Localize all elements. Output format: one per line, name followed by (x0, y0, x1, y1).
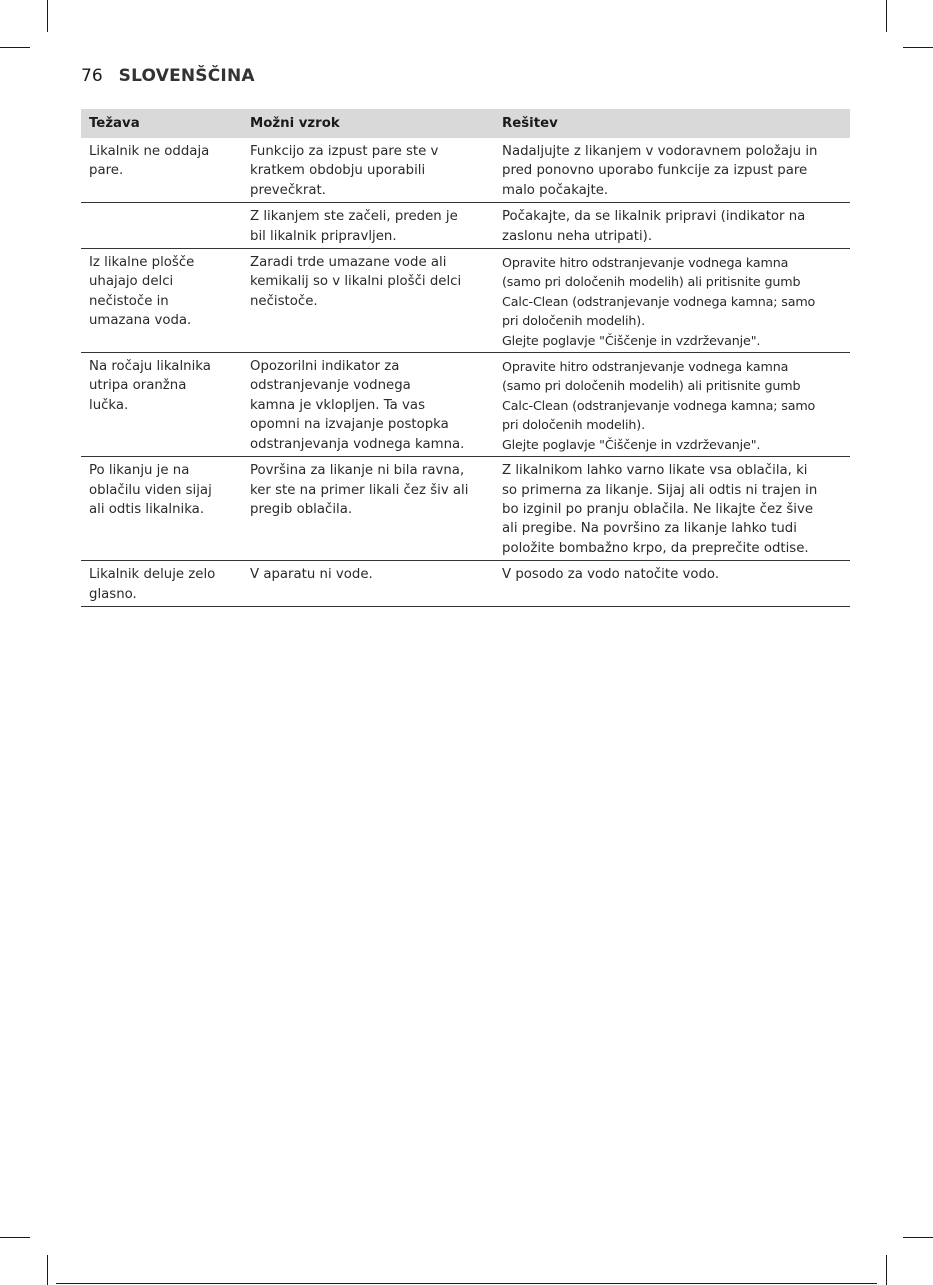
cell-cause (242, 249, 494, 353)
cell-line: Opravite hitro odstranjevanje vodnega kamna (502, 359, 789, 375)
cell-line: zaslonu neha utripati). (502, 228, 653, 244)
crop-mark (0, 47, 30, 48)
crop-mark (47, 0, 48, 32)
cell-problem (81, 353, 242, 457)
cell-line: V aparatu ni vode. (250, 567, 373, 583)
crop-mark (903, 1237, 933, 1238)
cell-problem (81, 138, 242, 203)
cell-line: Z likanjem ste začeli, preden je (250, 209, 458, 225)
page-number: 76 (81, 66, 103, 86)
cell-solution (494, 457, 850, 561)
cell-line: Na ročaju likalnika (89, 359, 211, 375)
cell-line: malo počakajte. (502, 182, 609, 198)
cell-line: Funkcijo za izpust pare ste v (250, 144, 439, 159)
cell-line: Z likalnikom lahko varno likate vsa oblačila, ki (502, 463, 808, 479)
cell-solution (494, 249, 850, 353)
cell-line: utripa oranžna (89, 378, 187, 394)
cell-cause (242, 203, 494, 249)
cell-line: pregib oblačila. (250, 501, 353, 517)
section-title: SLOVENŠČINA (118, 66, 255, 86)
cell-solution (494, 203, 850, 249)
cell-line: pri določenih modelih). (502, 313, 645, 329)
cell-line: kamna je vklopljen. Ta vas (250, 397, 426, 413)
cell-cause (242, 138, 494, 203)
troubleshooting-table (81, 109, 850, 607)
cell-line: prevečkrat. (250, 182, 326, 198)
cell-line: kemikalij so v likalni plošči delci (250, 274, 462, 290)
cell-line: umazana voda. (89, 313, 192, 329)
cell-line: ker ste na primer likali čez šiv ali (250, 482, 469, 498)
cell-line: pare. (89, 163, 124, 179)
cell-line: ali pregibe. Na površino za likanje lahko tudi (502, 521, 797, 537)
cell-line: kratkem obdobju uporabili (250, 163, 426, 179)
table-row (81, 203, 850, 249)
cell-problem (81, 561, 242, 607)
cell-line: Calc-Clean (odstranjevanje vodnega kamna; samo (502, 397, 816, 413)
cell-solution (494, 353, 850, 457)
cell-line: glasno. (89, 586, 137, 602)
cell-line: nečistoče. (250, 293, 318, 309)
cell-line: Glejte poglavje "Čiščenje in vzdrževanje". (502, 332, 761, 348)
cell-line: Calc-Clean (odstranjevanje vodnega kamna; samo (502, 293, 816, 309)
cell-problem (81, 249, 242, 353)
cell-cause (242, 353, 494, 457)
cell-solution (494, 138, 850, 203)
cell-cause (242, 457, 494, 561)
crop-mark (886, 0, 887, 32)
cell-line: V posodo za vodo natočite vodo. (502, 567, 720, 583)
cell-line: Likalnik ne oddaja (89, 144, 210, 159)
cell-line: Nadaljujte z likanjem v vodoravnem položaju in (502, 144, 818, 159)
cell-problem (81, 203, 242, 249)
cell-cause (242, 561, 494, 607)
cell-line: Glejte poglavje "Čiščenje in vzdrževanje". (502, 436, 761, 452)
crop-mark (47, 1255, 48, 1285)
cell-line: lučka. (89, 397, 129, 413)
cell-line: so primerna za likanje. Sijaj ali odtis ni trajen in (502, 482, 818, 498)
cell-line: Likalnik deluje zelo (89, 567, 216, 583)
cell-line: Iz likalne plošče (89, 255, 195, 271)
table-row (81, 249, 850, 353)
table-row (81, 138, 850, 203)
cell-solution (494, 561, 850, 607)
column-header-problem: Težava (81, 109, 242, 138)
cell-line: Opozorilni indikator za (250, 359, 400, 375)
table-row (81, 353, 850, 457)
cell-line: odstranjevanje vodnega (250, 378, 411, 394)
cell-line: Površina za likanje ni bila ravna, (250, 463, 465, 479)
cell-line: uhajajo delci (89, 274, 174, 290)
cell-line: (samo pri določenih modelih) ali pritisnite gumb (502, 378, 801, 394)
cell-problem (81, 457, 242, 561)
cell-line: pri določenih modelih). (502, 417, 645, 433)
table-row (81, 561, 850, 607)
page-header (81, 66, 255, 86)
cell-line: pred ponovno uporabo funkcije za izpust pare (502, 163, 808, 179)
cell-line: nečistoče in (89, 293, 169, 309)
cell-line: Opravite hitro odstranjevanje vodnega kamna (502, 255, 789, 271)
cell-line: oblačilu viden sijaj (89, 482, 212, 498)
table-header-row (81, 109, 850, 138)
cell-line: položite bombažno krpo, da preprečite odtise. (502, 540, 809, 556)
crop-mark (886, 1255, 887, 1285)
cell-line: ali odtis likalnika. (89, 501, 205, 517)
column-header-cause: Možni vzrok (242, 109, 494, 138)
cell-line: odstranjevanja vodnega kamna. (250, 436, 465, 452)
crop-mark (0, 1237, 30, 1238)
column-header-solution: Rešitev (494, 109, 850, 138)
cell-line: bo izginil po pranju oblačila. Ne likajte čez šive (502, 501, 814, 517)
crop-mark (903, 47, 933, 48)
cell-line: opomni na izvajanje postopka (250, 417, 449, 433)
table-row (81, 457, 850, 561)
cell-line: (samo pri določenih modelih) ali pritisnite gumb (502, 274, 801, 290)
cell-line: bil likalnik pripravljen. (250, 228, 397, 244)
cell-line: Počakajte, da se likalnik pripravi (indikator na (502, 209, 806, 225)
bottom-rule (56, 1283, 877, 1284)
cell-line: Po likanju je na (89, 463, 190, 479)
cell-line: Zaradi trde umazane vode ali (250, 255, 447, 271)
